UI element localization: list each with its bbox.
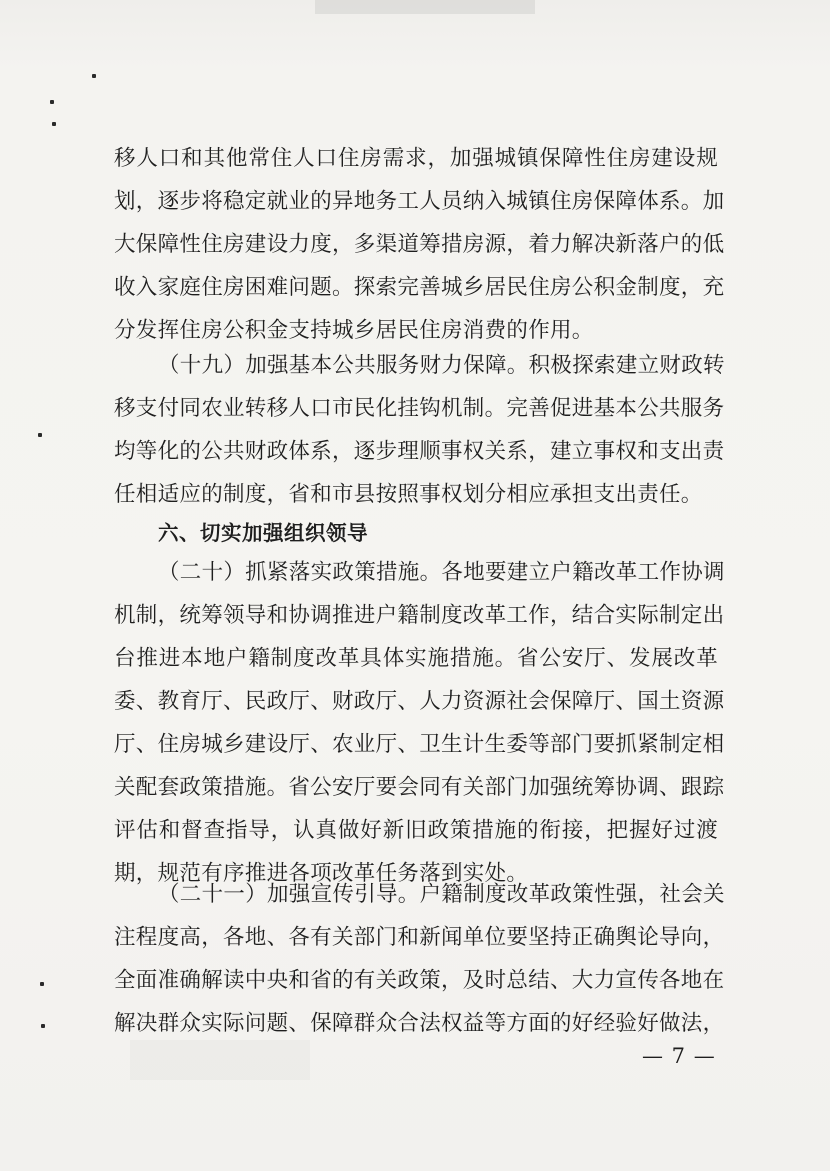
text-line: 评估和督查指导，认真做好新旧政策措施的衔接，把握好过渡 bbox=[114, 818, 718, 843]
text-line: 划，逐步将稳定就业的异地务工人员纳入城镇住房保障体系。加 bbox=[114, 189, 725, 214]
text-line: 移支付同农业转移人口市民化挂钩机制。完善促进基本公共服务 bbox=[114, 396, 725, 421]
text-line: 委、教育厅、民政厅、财政厅、人力资源社会保障厅、国土资源 bbox=[114, 689, 725, 714]
paragraph-item-20 bbox=[114, 551, 725, 895]
scan-artifact-top bbox=[315, 0, 535, 14]
paragraph-item-21 bbox=[114, 873, 725, 1045]
scan-dot bbox=[50, 100, 54, 104]
text-line: 解决群众实际问题、保障群众合法权益等方面的好经验好做法， bbox=[114, 1011, 725, 1036]
scan-dot bbox=[92, 74, 96, 78]
paragraph-item-19 bbox=[114, 344, 725, 516]
text-line: 机制，统筹领导和协调推进户籍制度改革工作，结合实际制定出 bbox=[114, 603, 725, 628]
paragraph-housing bbox=[114, 137, 725, 352]
text-line: 台推进本地户籍制度改革具体实施措施。省公安厅、发展改革 bbox=[114, 646, 718, 671]
text-line: 大保障性住房建设力度，多渠道筹措房源，着力解决新落户的低 bbox=[114, 232, 725, 257]
scan-dot bbox=[38, 433, 42, 437]
text-line: （二十）抓紧落实政策措施。各地要建立户籍改革工作协调 bbox=[158, 560, 725, 585]
text-line: 注程度高，各地、各有关部门和新闻单位要坚持正确舆论导向， bbox=[114, 925, 725, 950]
scan-dot bbox=[40, 982, 44, 986]
text-line: （十九）加强基本公共服务财力保障。积极探索建立财政转 bbox=[158, 353, 725, 378]
scan-artifact-bottom bbox=[130, 1040, 310, 1080]
text-line: 任相适应的制度，省和市县按照事权划分相应承担支出责任。 bbox=[114, 482, 703, 507]
text-line: 分发挥住房公积金支持城乡居民住房消费的作用。 bbox=[114, 318, 594, 343]
text-line: 关配套政策措施。省公安厅要会同有关部门加强统筹协调、跟踪 bbox=[114, 775, 725, 800]
text-line: 厅、住房城乡建设厅、农业厅、卫生计生委等部门要抓紧制定相 bbox=[114, 732, 725, 757]
scan-dot bbox=[41, 1024, 45, 1028]
section-heading: 六、切实加强组织领导 bbox=[158, 521, 368, 545]
text-line: 均等化的公共财政体系，逐步理顺事权关系，建立事权和支出责 bbox=[114, 439, 725, 464]
text-line: 期，规范有序推进各项改革任务落到实处。 bbox=[114, 861, 529, 886]
scan-dot bbox=[52, 122, 56, 126]
text-line: 移人口和其他常住人口住房需求，加强城镇保障性住房建设规 bbox=[114, 146, 718, 171]
text-line: 全面准确解读中央和省的有关政策，及时总结、大力宣传各地在 bbox=[114, 968, 725, 993]
page-number: — 7 — bbox=[642, 1044, 716, 1068]
text-line: （二十一）加强宣传引导。户籍制度改革政策性强，社会关 bbox=[158, 882, 725, 907]
text-line: 收入家庭住房困难问题。探索完善城乡居民住房公积金制度，充 bbox=[114, 275, 725, 300]
